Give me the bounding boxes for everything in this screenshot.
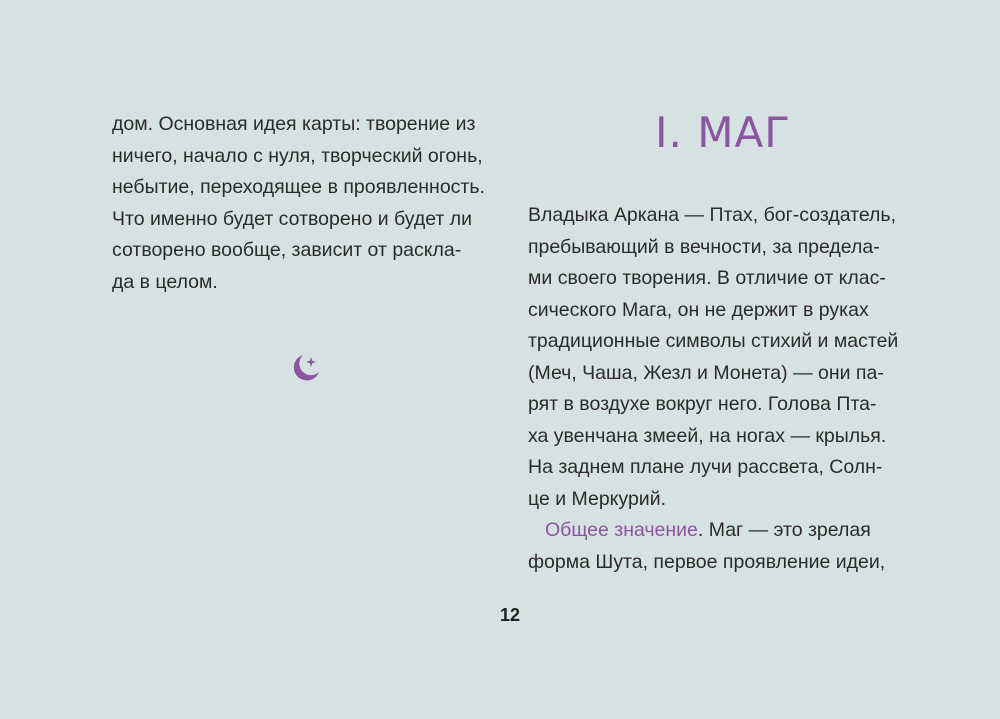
- text-line: (Меч, Чаша, Жезл и Монета) — они па-: [528, 361, 884, 384]
- text-line: рят в воздухе вокруг него. Голова Пта-: [528, 393, 877, 415]
- text-line: На заднем плане лучи рассвета, Солн-: [528, 456, 883, 478]
- text-line: ми своего творения. В отличие от клас-: [528, 267, 886, 289]
- text-line: [528, 515, 898, 547]
- left-page-text: [112, 109, 485, 298]
- text-line: Владыка Аркана — Птах, бог-создатель,: [528, 204, 896, 226]
- text-line: сического Мага, он не держит в руках: [528, 298, 869, 321]
- text-line: це и Меркурий.: [528, 487, 667, 510]
- text-line: ничего, начало с нуля, творческий огонь,: [112, 144, 483, 167]
- text-line: форма Шута, первое проявление идеи,: [528, 550, 886, 573]
- page-number: 12: [499, 605, 521, 625]
- right-page-text: [528, 200, 898, 578]
- section-heading: Общее значение: [545, 519, 698, 541]
- text-fragment: . Маг — это зрелая: [697, 519, 871, 541]
- text-line: традиционные символы стихий и мастей: [528, 330, 899, 352]
- text-line: да в целом.: [112, 270, 218, 293]
- crescent-moon-star-icon: [286, 350, 322, 386]
- text-line: Что именно будет сотворено и будет ли: [112, 207, 473, 230]
- text-line: сотворено вообще, зависит от раскла-: [112, 239, 462, 261]
- text-line: ха увенчана змеей, на ногах — крылья.: [528, 424, 887, 447]
- text-line: дом. Основная идея карты: творение из: [112, 113, 476, 135]
- text-line: пребывающий в вечности, за предела-: [528, 235, 880, 258]
- chapter-title: I. МАГ: [655, 108, 791, 157]
- text-line: небытие, переходящее в проявленность.: [112, 176, 485, 198]
